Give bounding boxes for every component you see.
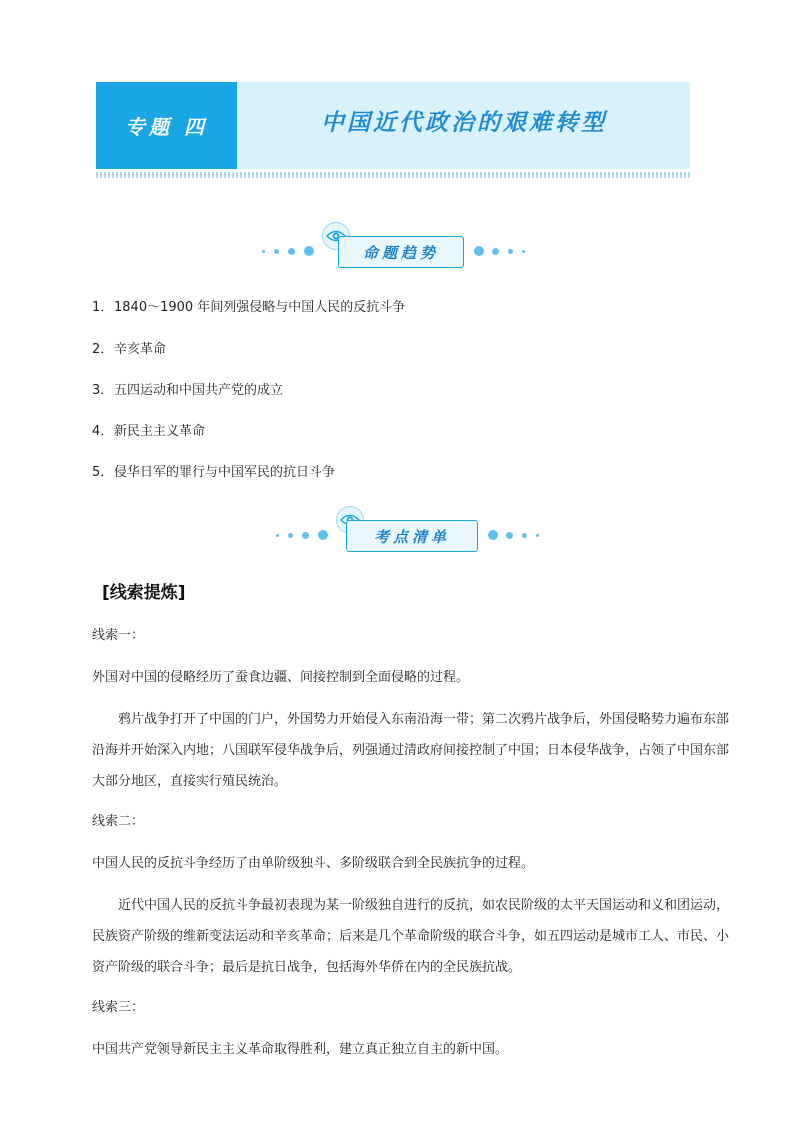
- clue-label: 线索二：: [92, 814, 145, 829]
- topic-text: 侵华日军的罪行与中国军民的抗日斗争: [114, 465, 336, 480]
- topic-item: [92, 296, 405, 315]
- topic-number: 4．: [92, 424, 114, 439]
- topic-item: [92, 338, 166, 357]
- topic-number: 2．: [92, 342, 114, 357]
- checklist-banner-title: 考点清单: [373, 527, 450, 546]
- clue-detail: 鸦片战争打开了中国的门户，外国势力开始侵入东南沿海一带；第二次鸦片战争后，外国侵略势力遍布东部沿海并开始深入内地；八国联军侵华战争后，列强通过清政府间接控制了中国；日本侵华战争，占领了中国东部大部分地区，直接实行殖民统治。: [92, 712, 730, 789]
- chapter-header: [96, 82, 690, 169]
- dots-decoration-left: [262, 246, 322, 258]
- topic-text: 辛亥革命: [114, 342, 167, 357]
- dots-decoration-right: [474, 246, 534, 258]
- topic-number: 1．: [92, 300, 114, 315]
- clue-label: 线索三：: [92, 1000, 145, 1015]
- chapter-title: 中国近代政治的艰难转型: [321, 110, 607, 136]
- topic-number: 5．: [92, 465, 114, 480]
- clue-detail: 近代中国人民的反抗斗争最初表现为某一阶级独自进行的反抗，如农民阶级的太平天国运动和义和团运动，民族资产阶级的维新变法运动和辛亥革命；后来是几个革命阶级的联合斗争，如五四运动是城市工人、市民、小资产阶级的联合斗争；最后是抗日战争，包括海外华侨在内的全民族抗战。: [92, 898, 730, 975]
- topic-number: 3．: [92, 383, 114, 398]
- topic-text: 1840～1900 年间列强侵略与中国人民的反抗斗争: [114, 300, 406, 315]
- trend-banner: [262, 222, 534, 270]
- clue-summary: 外国对中国的侵略经历了蚕食边疆、间接控制到全面侵略的过程。: [92, 670, 470, 685]
- dots-decoration-right: [488, 530, 548, 542]
- header-divider: [96, 172, 690, 178]
- topic-item: [92, 379, 283, 398]
- dots-decoration-left: [276, 530, 336, 542]
- clue-summary: 中国人民的反抗斗争经历了由单阶级独斗、多阶级联合到全民族抗争的过程。: [92, 856, 535, 871]
- checklist-banner: [276, 506, 548, 554]
- checklist-banner-box: [346, 520, 478, 552]
- topic-text: 新民主主义革命: [114, 424, 206, 439]
- topic-item: [92, 420, 205, 439]
- trend-banner-box: [338, 236, 464, 268]
- chapter-label: 专题 四: [125, 115, 208, 139]
- section-heading: [线索提炼]: [102, 583, 186, 603]
- chapter-label-box: [96, 82, 237, 169]
- clue-summary: 中国共产党领导新民主主义革命取得胜利，建立真正独立自主的新中国。: [92, 1042, 509, 1057]
- topic-text: 五四运动和中国共产党的成立: [114, 383, 284, 398]
- topic-item: [92, 461, 335, 480]
- clue-label: 线索一：: [92, 628, 145, 643]
- trend-banner-title: 命题趋势: [362, 243, 439, 262]
